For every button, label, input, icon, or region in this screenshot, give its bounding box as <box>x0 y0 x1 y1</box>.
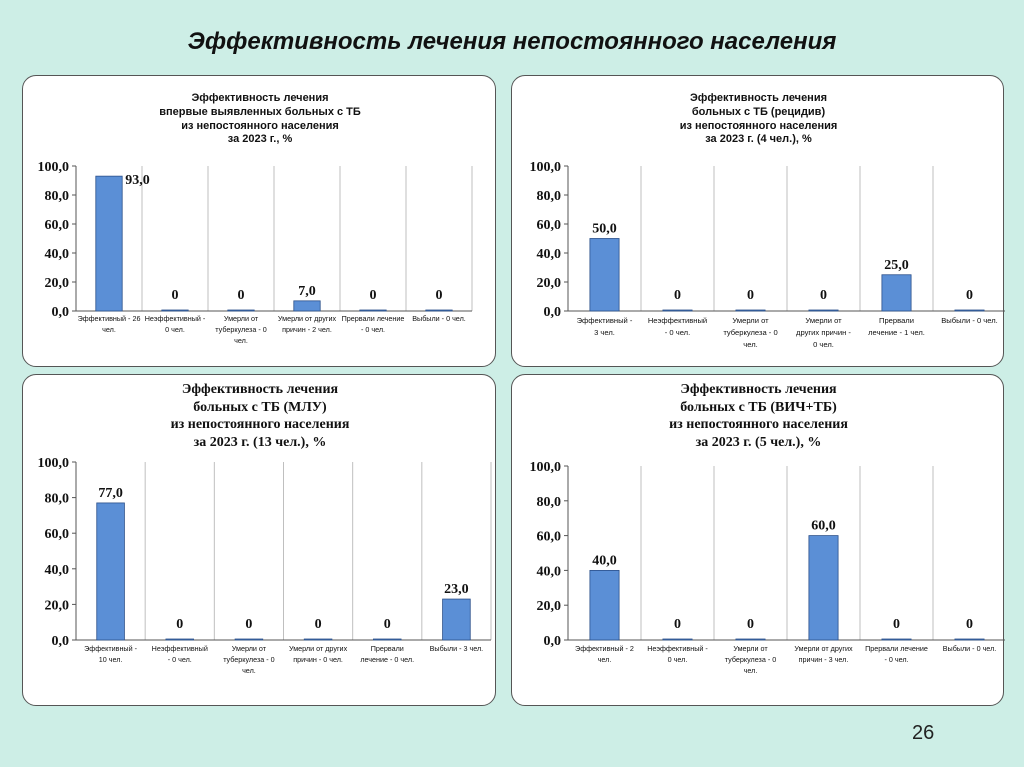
category-label: Умерли от <box>732 316 769 325</box>
bar <box>809 310 838 311</box>
category-label: Эффективный - 2 <box>575 644 634 653</box>
category-label: Прервали лечение <box>865 644 928 653</box>
category-label: Умерли от других <box>277 314 337 323</box>
y-tick-label: 40,0 <box>44 562 69 578</box>
y-tick-label: 20,0 <box>536 599 561 615</box>
bar <box>809 536 838 640</box>
data-label: 0 <box>674 617 681 632</box>
category-label: 3 чел. <box>594 328 615 337</box>
category-label: Умерли от других <box>794 644 853 653</box>
chart-title-line: Эффективность лечения <box>689 92 828 104</box>
bar <box>426 310 452 311</box>
data-label: 23,0 <box>444 582 469 598</box>
y-tick-label: 40,0 <box>536 564 561 580</box>
chart-title <box>23 92 497 147</box>
y-tick-label: 60,0 <box>536 529 561 545</box>
category-label: Умерли от <box>733 644 768 653</box>
data-label: 40,0 <box>592 553 617 569</box>
category-label: лечение - 1 чел. <box>868 328 925 337</box>
category-label: Прервали лечение <box>341 314 405 323</box>
chart-title <box>512 92 1005 147</box>
category-label: - 0 чел. <box>167 655 192 664</box>
y-tick-label: 80,0 <box>536 494 561 510</box>
y-tick-label: 80,0 <box>44 189 69 204</box>
category-label: чел. <box>234 336 248 345</box>
bar <box>360 310 386 311</box>
chart-panel-new-cases <box>22 75 496 367</box>
chart-title <box>512 381 1005 451</box>
bar <box>235 639 263 640</box>
data-label: 7,0 <box>298 283 316 299</box>
data-label: 0 <box>893 617 900 632</box>
category-label: Выбыли - 0 чел. <box>941 316 998 325</box>
data-label: 0 <box>237 288 245 303</box>
y-tick-label: 100,0 <box>37 456 69 471</box>
category-label: Неэффективный <box>647 316 708 325</box>
data-label: 77,0 <box>98 485 123 501</box>
chart-title-line: из непостоянного населения <box>181 119 339 132</box>
y-tick-label: 60,0 <box>44 218 69 233</box>
bar <box>162 310 188 311</box>
y-tick-label: 20,0 <box>536 276 561 291</box>
bar <box>228 310 254 311</box>
y-tick-label: 0,0 <box>51 305 69 320</box>
data-label: 0 <box>314 617 322 632</box>
category-label: лечение - 0 чел. <box>360 655 415 664</box>
chart-title-line: за 2023 г. (13 чел.), % <box>193 434 327 450</box>
bar <box>304 639 332 640</box>
bar <box>294 301 320 311</box>
category-label: Умерли от <box>231 644 267 653</box>
category-label: Неэффективный - <box>144 314 206 323</box>
bar <box>590 570 619 640</box>
category-label: 0 чел. <box>667 655 688 664</box>
category-label: причин - 3 чел. <box>798 655 849 664</box>
category-label: - 0 чел. <box>360 325 386 334</box>
chart-panel-hiv-tb <box>511 374 1004 706</box>
chart-title-line: Эффективность лечения <box>181 382 339 397</box>
category-label: чел. <box>743 666 758 675</box>
bar <box>663 639 692 640</box>
chart-title <box>23 381 497 451</box>
bar <box>955 639 984 640</box>
data-label: 0 <box>747 288 754 303</box>
category-label: Эффективный - <box>84 644 138 653</box>
chart-title-line: из непостоянного населения <box>679 119 838 132</box>
category-label: Умерли от <box>223 314 259 323</box>
data-label: 50,0 <box>592 221 617 237</box>
chart-title-line: больных с ТБ (ВИЧ+ТБ) <box>680 399 837 415</box>
category-label: Умерли от других <box>288 644 348 653</box>
category-label: - 0 чел. <box>664 328 691 337</box>
bar <box>96 176 122 311</box>
data-label: 0 <box>435 288 443 303</box>
y-tick-label: 100,0 <box>37 160 69 175</box>
y-tick-label: 80,0 <box>536 189 561 204</box>
slide-title: Эффективность лечения непостоянного населения <box>187 28 837 55</box>
category-label: туберкулеза - 0 <box>724 655 777 664</box>
category-label: других причин - <box>796 328 851 337</box>
y-tick-label: 0,0 <box>543 634 561 649</box>
y-tick-label: 100,0 <box>529 160 561 175</box>
category-label: чел. <box>743 340 758 349</box>
category-label: Умерли от <box>805 316 842 325</box>
chart-title-line: за 2023 г. (4 чел.), % <box>705 133 812 146</box>
category-label: Выбыли - 0 чел. <box>942 644 997 653</box>
y-tick-label: 20,0 <box>44 598 69 614</box>
chart-title-line: за 2023 г. (5 чел.), % <box>695 434 822 450</box>
bar <box>373 639 401 640</box>
chart-panel-relapse <box>511 75 1004 367</box>
data-label: 0 <box>747 617 754 632</box>
bar <box>97 503 125 640</box>
chart-title-line: Эффективность лечения <box>191 92 329 104</box>
category-label: туберкулеза - 0 <box>223 655 275 664</box>
category-label: 10 чел. <box>98 655 123 664</box>
category-label: Эффективный - <box>576 316 633 325</box>
page-number: 26 <box>912 722 935 744</box>
category-label: Неэффективный - <box>647 644 708 653</box>
data-label: 0 <box>820 288 827 303</box>
bar <box>663 310 692 311</box>
category-label: чел. <box>597 655 612 664</box>
y-tick-label: 80,0 <box>44 491 69 507</box>
bar <box>955 310 984 311</box>
chart-title-line: из непостоянного населения <box>669 417 848 432</box>
y-tick-label: 40,0 <box>44 247 69 262</box>
data-label: 0 <box>674 288 681 303</box>
y-tick-label: 100,0 <box>529 460 561 475</box>
data-label: 0 <box>171 288 179 303</box>
chart-title-line: больных с ТБ (рецидив) <box>691 105 826 118</box>
bar <box>736 310 765 311</box>
y-tick-label: 60,0 <box>44 527 69 543</box>
y-tick-label: 40,0 <box>536 247 561 262</box>
data-label: 25,0 <box>884 257 909 273</box>
category-label: чел. <box>242 666 256 675</box>
y-tick-label: 0,0 <box>543 305 561 320</box>
data-label: 93,0 <box>125 173 150 189</box>
category-label: причин - 0 чел. <box>293 655 343 664</box>
category-label: Прервали <box>370 644 404 653</box>
chart-title-line: Эффективность лечения <box>680 382 837 397</box>
category-label: 0 чел. <box>165 325 185 334</box>
category-label: - 0 чел. <box>884 655 909 664</box>
y-tick-label: 60,0 <box>536 218 561 233</box>
data-label: 0 <box>966 288 973 303</box>
category-label: туберкулеза - 0 <box>215 325 267 334</box>
data-label: 0 <box>383 617 391 632</box>
category-label: причин - 2 чел. <box>282 325 332 334</box>
category-label: Выбыли - 0 чел. <box>412 314 466 323</box>
chart-panel-mdr <box>22 374 496 706</box>
bar <box>166 639 194 640</box>
chart-title-line: из непостоянного населения <box>170 417 350 432</box>
bar <box>736 639 765 640</box>
bar <box>882 639 911 640</box>
bar <box>443 599 471 640</box>
category-label: туберкулеза - 0 <box>723 328 778 337</box>
data-label: 0 <box>369 288 377 303</box>
y-tick-label: 0,0 <box>51 634 69 649</box>
data-label: 0 <box>966 617 973 632</box>
bar <box>882 275 911 311</box>
category-label: 0 чел. <box>813 340 834 349</box>
y-tick-label: 20,0 <box>44 276 69 291</box>
bar <box>590 239 619 312</box>
data-label: 0 <box>245 617 253 632</box>
chart-title-line: впервые выявленных больных с ТБ <box>159 105 361 118</box>
category-label: чел. <box>102 325 116 334</box>
category-label: Неэффективный <box>151 644 208 653</box>
chart-title-line: больных с ТБ (МЛУ) <box>193 399 327 415</box>
category-label: Прервали <box>879 316 914 325</box>
data-label: 60,0 <box>811 518 836 534</box>
category-label: Эффективный - 26 <box>77 314 141 323</box>
data-label: 0 <box>176 617 184 632</box>
category-label: Выбыли - 3 чел. <box>429 644 484 653</box>
chart-title-line: за 2023 г., % <box>227 133 293 146</box>
